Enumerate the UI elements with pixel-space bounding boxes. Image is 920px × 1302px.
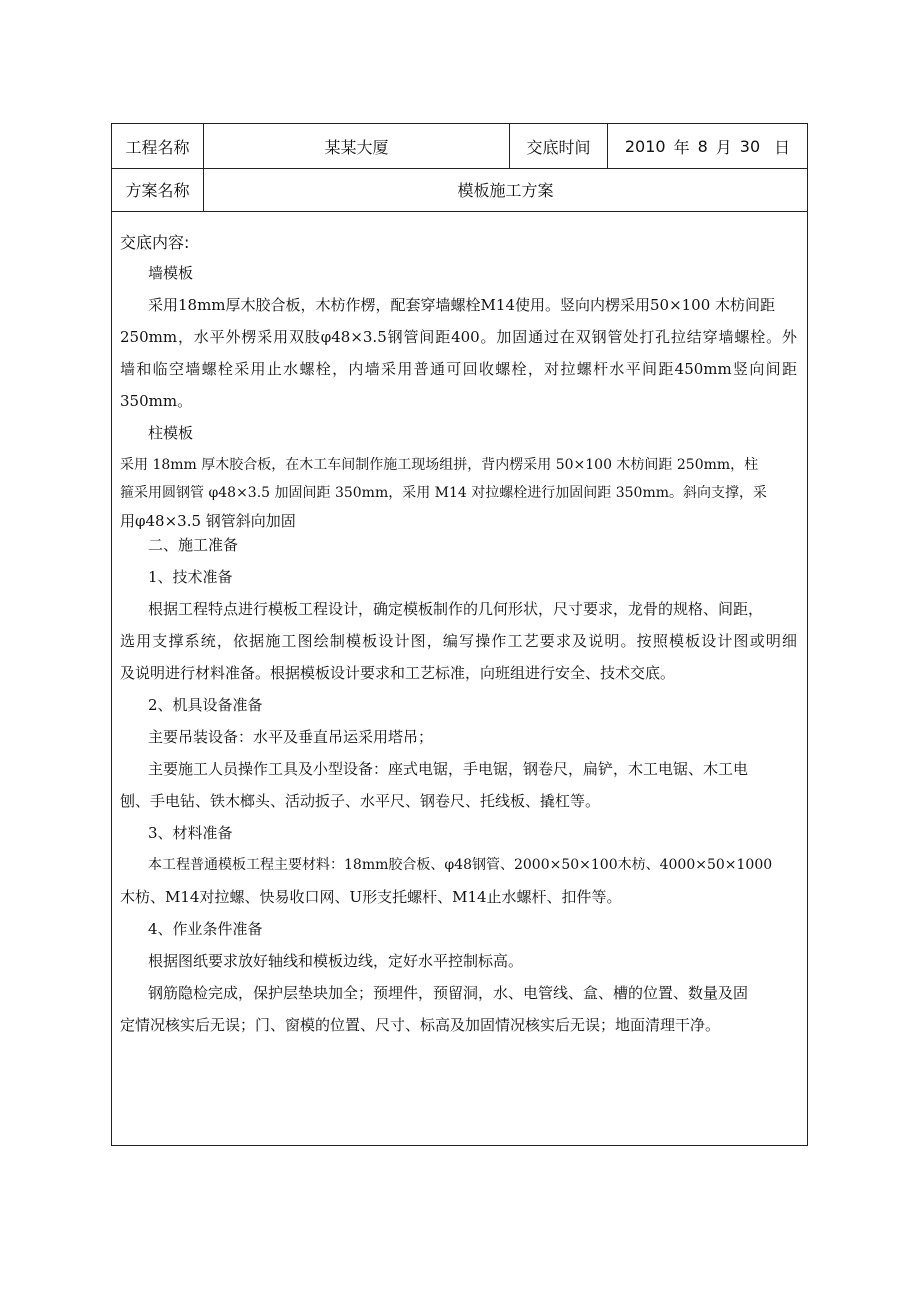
wall-paragraph-line: 250mm，水平外楞采用双肢φ48×3.5钢管间距400。加固通过在双钢管处打孔拉结穿墙螺栓。外 <box>120 328 797 346</box>
handover-form-table <box>111 123 808 1146</box>
date-month: 8 <box>697 136 708 156</box>
plan-name-label: 方案名称 <box>112 168 204 211</box>
date-day-unit: 日 <box>774 137 791 157</box>
header-row-project <box>112 124 807 169</box>
work-paragraph-line: 钢筋隐检完成，保护层垫块加全；预埋件，预留洞，水、电管线、盒、槽的位置、数量及固 <box>148 984 749 1002</box>
wall-paragraph-line: 墙和临空墙螺栓采用止水螺栓，内墙采用普通可回收螺栓，对拉螺杆水平间距450mm竖向间距 <box>120 360 797 378</box>
handover-time-label: 交底时间 <box>510 124 608 168</box>
header-row-plan <box>112 168 807 212</box>
material-paragraph-line: 本工程普通模板工程主要材料：18mm胶合板、φ48钢管、2000×50×100木枋、4000×50×1000 <box>148 857 773 873</box>
equip-paragraph-line: 刨、手电钻、铁木榔头、活动扳子、水平尺、钢卷尺、托线板、撬杠等。 <box>120 792 601 810</box>
material-title: 3、材料准备 <box>148 824 233 842</box>
project-name-value: 某某大厦 <box>204 124 510 168</box>
tech-title: 1、技术准备 <box>148 568 233 586</box>
column-paragraph-line: 采用 18mm 厚木胶合板，在木工车间制作施工现场组拼，背内楞采用 50×100 木枋间距 250mm，柱 <box>120 457 759 473</box>
date-day: 30 <box>739 136 761 156</box>
plan-name-value: 模板施工方案 <box>457 181 554 200</box>
tech-paragraph-line: 选用支撑系统，依据施工图绘制模板设计图，编写操作工艺要求及说明。按照模板设计图或明细 <box>120 632 797 650</box>
wall-paragraph-line: 采用18mm厚木胶合板，木枋作楞，配套穿墙螺栓M14使用。竖向内楞采用50×100 木枋间距 <box>148 296 776 314</box>
section2-title: 二、施工准备 <box>148 536 239 554</box>
column-paragraph-line: 箍采用圆钢管 φ48×3.5 加固间距 350mm，采用 M14 对拉螺栓进行加固间距 350mm。斜向支撑，采 <box>120 485 768 501</box>
date-month-unit: 月 <box>715 137 732 157</box>
equip-paragraph-line: 主要施工人员操作工具及小型设备：座式电锯，手电锯，钢卷尺，扁铲，木工电锯、木工电 <box>148 760 749 778</box>
column-title: 柱模板 <box>148 424 194 442</box>
project-name-label: 工程名称 <box>112 124 204 168</box>
handover-date <box>608 124 807 168</box>
date-year-unit: 年 <box>673 137 690 157</box>
wall-paragraph-line: 350mm。 <box>120 392 193 410</box>
equip-paragraph-line: 主要吊装设备：水平及垂直吊运采用塔吊； <box>148 728 434 746</box>
material-paragraph-line: 木枋、M14对拉螺、快易收口网、U形支托螺杆、M14止水螺杆、扣件等。 <box>120 888 622 906</box>
wall-title: 墙模板 <box>148 264 194 282</box>
tech-paragraph-line: 根据工程特点进行模板工程设计，确定模板制作的几何形状，尺寸要求，龙骨的规格、间距， <box>148 600 764 618</box>
tech-paragraph-line: 及说明进行材料准备。根据模板设计要求和工艺标准，向班组进行安全、技术交底。 <box>120 664 676 682</box>
equip-title: 2、机具设备准备 <box>148 696 263 714</box>
column-paragraph-line: 用φ48×3.5 钢管斜向加固 <box>120 512 296 530</box>
work-paragraph-line: 定情况核实后无误；门、窗模的位置、尺寸、标高及加固情况核实后无误；地面清理干净。 <box>120 1016 721 1034</box>
date-year: 2010 <box>624 136 666 156</box>
work-paragraph-line: 根据图纸要求放好轴线和模板边线，定好水平控制标高。 <box>148 952 524 970</box>
intro-label: 交底内容: <box>120 233 190 252</box>
work-title: 4、作业条件准备 <box>148 920 263 938</box>
